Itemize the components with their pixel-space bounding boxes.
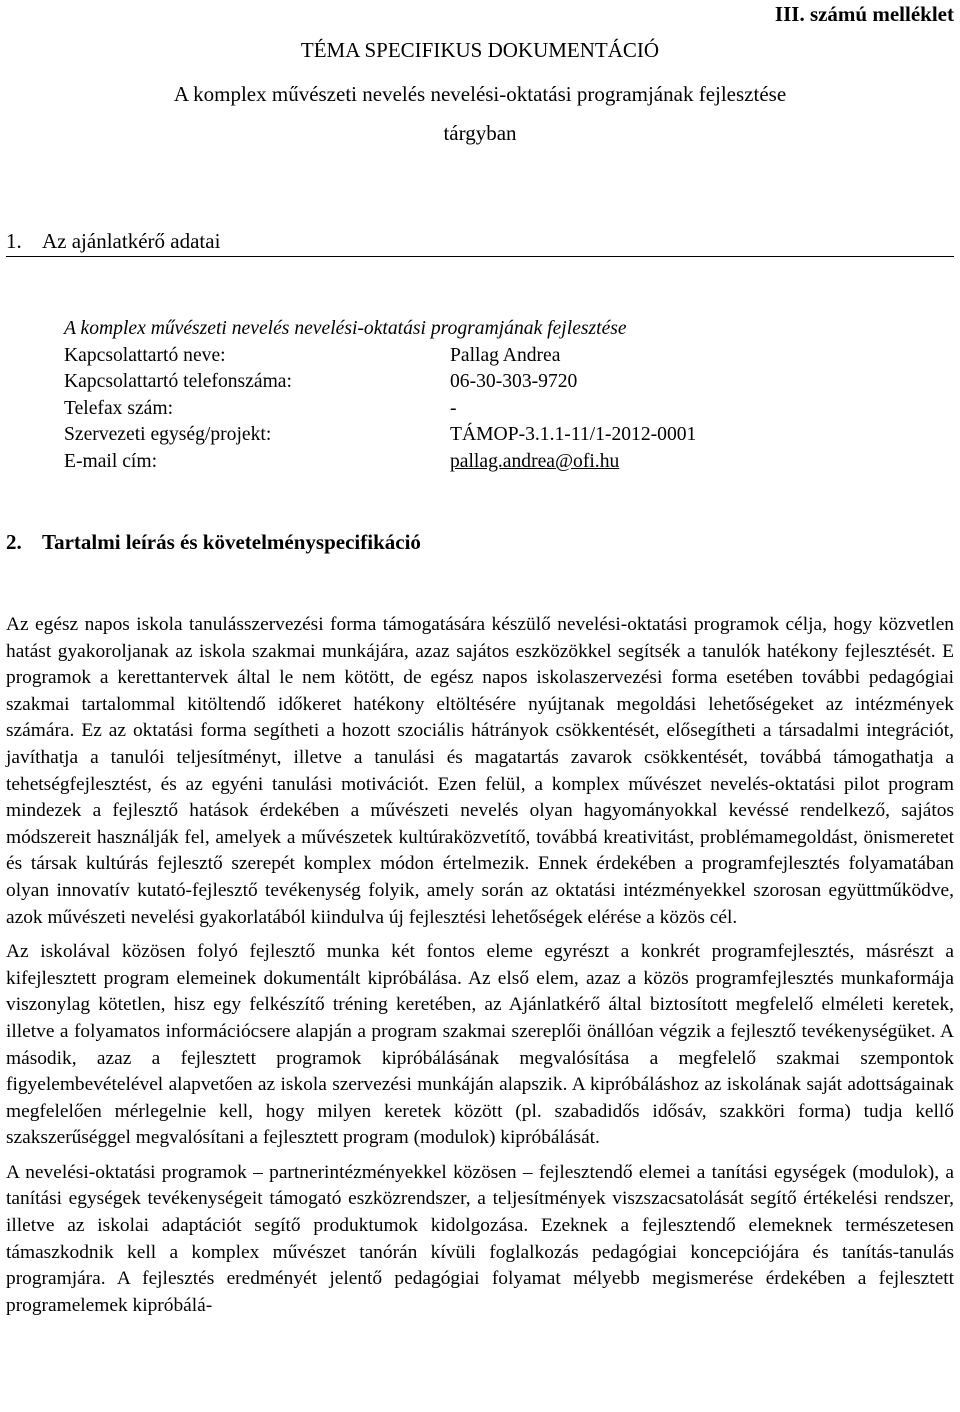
section-1-number: 1.	[6, 229, 22, 253]
section-1-title: Az ajánlatkérő adatai	[42, 229, 221, 253]
document-subtitle-suffix: tárgyban	[443, 121, 517, 145]
unit-project-value: TÁMOP-3.1.1-11/1-2012-0001	[450, 424, 697, 446]
contact-row	[64, 396, 944, 423]
contact-phone-value: 06-30-303-9720	[450, 371, 578, 393]
contact-block	[64, 316, 944, 476]
unit-project-label: Szervezeti egység/projekt:	[64, 424, 272, 446]
fax-label: Telefax szám:	[64, 397, 174, 419]
email-label: E-mail cím:	[64, 450, 158, 472]
contact-row	[64, 369, 944, 396]
project-title: A komplex művészeti nevelés nevelési-oktatási programjának fejlesztése	[64, 318, 627, 339]
document-subtitle: A komplex művészeti nevelés nevelési-oktatási programjának fejlesztése	[173, 82, 787, 106]
body-paragraph: Az iskolával közösen folyó fejlesztő munka két fontos eleme egyrészt a konkrét programfejlesztés, másrészt a kifejlesztett program elemeinek dokumentált kipróbálása. Az első elem, azaz a közös programfejlesztés munkaformája viszonylag kötetlen, hisz egy felkészítő tréning keretében, az Ajánlatkérő által biztosított megfelelő elméleti keretek, illetve a folyamatos információcsere alapján a program szakmai szereplői önállóan végzik a fejlesztő tevékenységüket. A második, azaz a fejlesztett programok kipróbálásának megvalósítása a megfelelő szakmai szempontok figyelembevételével alapvetően az iskola szervezési munkáján alapszik. A kipróbáláshoz az iskolának saját adottságainak megfelelően mérlegelnie kell, hogy milyen keretek között (pl. szabadidős idősáv, szakköri forma) tudja kellő szakszerűséggel megvalósítani a fejlesztett program (modulok) kipróbálását.	[6, 941, 954, 1149]
contact-row	[64, 449, 944, 476]
section-1-heading	[6, 229, 954, 257]
contact-name-label: Kapcsolattartó neve:	[64, 344, 226, 366]
document-title: TÉMA SPECIFIKUS DOKUMENTÁCIÓ	[300, 38, 660, 62]
fax-value: -	[450, 397, 457, 419]
body-paragraph: Az egész napos iskola tanulásszervezési forma támogatására készülő nevelési-oktatási programok célja, hogy közvetlen hatást gyakoroljanak az iskola szakmai munkájára, azaz sajátos eszközökkel segítsék a tanulók hatékony fejlesztését. E programok a kerettantervek által le nem kötött, de egész napos iskolaszervezési forma esetében további pedagógiai szakmai tartalommal kitöltendő időkeret hatékony eltöltésére nyújtanak megoldási lehetőségeket az intézmények számára. Ez az oktatási forma segítheti a hozott szociális hátrányok csökkentését, elősegítheti a társadalmi integrációt, javíthatja a tanulói teljesítményt, illetve a tanulási és magatartás zavarok csökkentését, továbbá támogathatja a tehetségfejlesztést, és az egyéni tanulási motivációt. Ezen felül, a komplex művészet nevelés-oktatási pilot program mindezek a fejlesztő hatások érdekében a művészeti nevelés olyan hagyományokkal kevéssé rendelkező, sajátos módszereit használják fel, amelyek a művészetek kultúraközvetítő, továbbá kreativitást, problémamegoldást, önismeretet és társak kultúrás fejlesztő szerepét komplex módon értelmezik. Ennek érdekében a programfejlesztés folyamatában olyan innovatív kutató-fejlesztő tevékenység folyik, amely során az oktatási intézményekkel szorosan együttműködve, azok művészeti nevelési gyakorlatából kiindulva új fejlesztési lehetőségek elérése a közös cél.	[6, 614, 954, 928]
contact-phone-label: Kapcsolattartó telefonszáma:	[64, 371, 292, 393]
section-2-body	[6, 612, 954, 1327]
email-link[interactable]: pallag.andrea@ofi.hu	[450, 450, 620, 472]
section-2-title: Tartalmi leírás és követelményspecifikáció	[42, 530, 421, 554]
annex-label: III. számú melléklet	[774, 2, 954, 26]
contact-row	[64, 343, 944, 370]
body-paragraph: A nevelési-oktatási programok – partnerintézményekkel közösen – fejlesztendő elemei a tanítási egységek (modulok), a tanítási egységek tevékenységeit támogató eszközrendszer, a teljesítmények viszszacsatolását segítő értékelési rendszer, illetve az iskolai adaptációt segítő produktumok kidolgozása. Ezeknek a fejlesztendő elemeknek természetesen támaszkodnik kell a komplex művészet tanórán kívüli foglalkozás pedagógiai koncepciójára és tanítás-tanulás programjára. A fejlesztés eredményét jelentő pedagógiai folyamat mélyebb megismerése érdekében a fejlesztett programelemek kipróbálá-	[6, 1161, 954, 1316]
section-2-heading	[6, 530, 421, 555]
section-2-number: 2.	[6, 530, 22, 554]
contact-name-value: Pallag Andrea	[450, 344, 561, 366]
contact-row	[64, 422, 944, 449]
